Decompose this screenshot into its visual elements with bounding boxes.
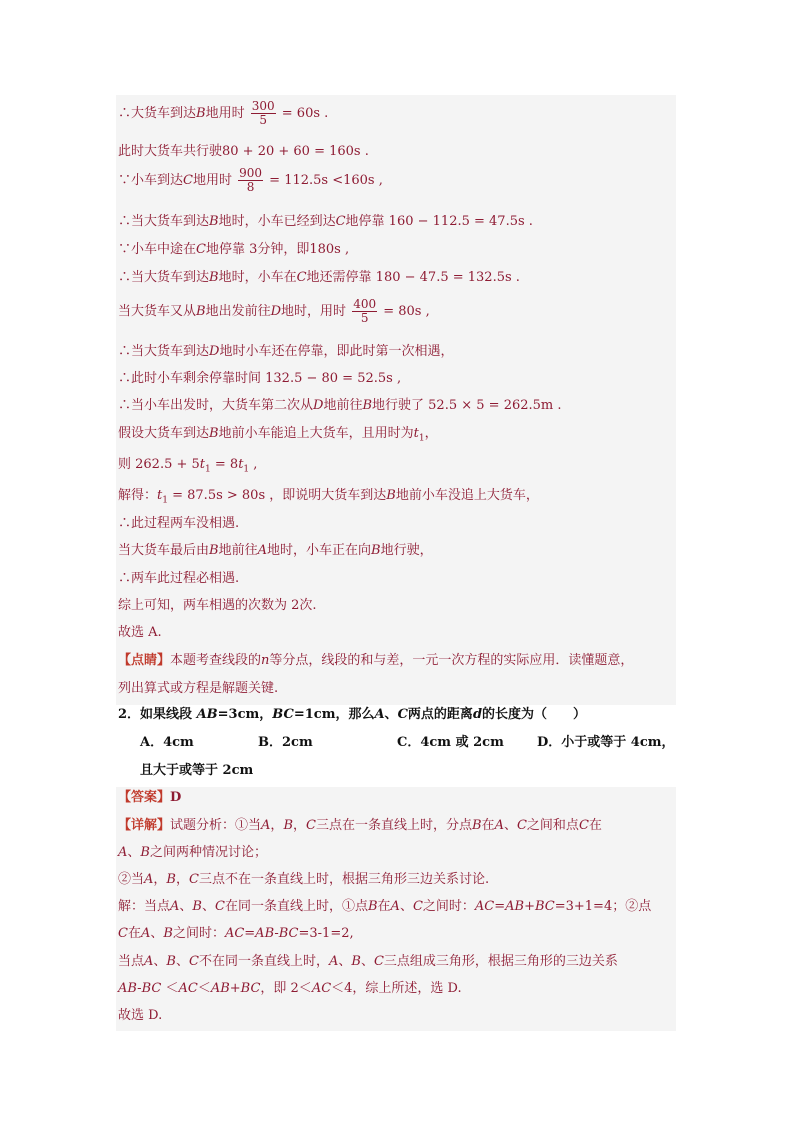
detail-line-3: ②当A，B，C三点不在一条直线上时，根据三角形三边关系讨论. — [118, 872, 490, 887]
fraction-400-5: $\frac{400}{5}$ — [353, 297, 377, 325]
detail-line-6: 当点A、B、C不在同一条直线上时，A、B、C三点组成三角形，根据三角形的三边关系 — [118, 954, 618, 969]
solution-line-8: ∴当大货车到达D地时小车还在停靠，即此时第一次相遇， — [118, 344, 454, 359]
solution-line-9: ∴此时小车剩余停靠时间 132.5 − 80 = 52.5s , — [118, 371, 402, 386]
solution-line-7: 当大货车又从B地出发前往D地时，用时 $\frac{400}{5}$ = 80s , — [118, 297, 430, 325]
solution-line-13: 解得：$t_1 = 87.5s > 80s$ ，即说明大货车到达B地前小车没追上大货车， — [118, 488, 539, 506]
detail-line-4: 解：当点A、B、C在同一条直线上时，①点B在A、C之间时：AC=AB+BC=3+1=4；②点 — [118, 899, 652, 914]
solution-line-3: ∵小车到达C地用时 $\frac{900}{8}$ = 112.5s <160s , — [118, 166, 383, 194]
detail-line-7: AB-BC ＜AC＜AB+BC，即 2＜AC＜4，综上所述，选 D. — [118, 981, 462, 996]
solution-line-12: 则 $262.5 + 5t_1 = 8t_1$ , — [118, 457, 258, 475]
detail-tag: 【详解】 — [118, 818, 171, 833]
solution-line-15: 当大货车最后由B地前往A地时，小车正在向B地行驶， — [118, 543, 433, 558]
detail-line-8: 故选 D. — [118, 1008, 163, 1023]
detail-line-1: 【详解】试题分析：①当A，B，C三点在一条直线上时，分点B在A、C之间和点C在 — [118, 818, 602, 833]
solution-line-4: ∴当大货车到达B地时，小车已经到达C地停靠 160 − 112.5 = 47.5s . — [118, 214, 533, 229]
solution-line-16: ∴两车此过程必相遇. — [118, 571, 240, 586]
fraction-900-8: $\frac{900}{8}$ — [239, 166, 263, 194]
detail-line-5: C在A、B之间时：AC=AB-BC=3-1=2, — [118, 926, 354, 941]
question-2-option-b: B．2cm — [258, 735, 313, 750]
solution-line-18: 故选 A. — [118, 625, 162, 640]
solution-line-2: 此时大货车共行驶80 + 20 + 60 = 160s . — [118, 144, 369, 159]
question-2-option-d: D．小于或等于 4cm， — [537, 735, 675, 750]
question-2-option-c: C．4cm 或 2cm — [397, 735, 504, 750]
dianjing-tag: 【点睛】 — [118, 653, 171, 668]
solution-line-6: ∴当大货车到达B地时，小车在C地还需停靠 180 − 47.5 = 132.5s . — [118, 270, 520, 285]
solution-line-20: 列出算式或方程是解题关键. — [118, 681, 279, 696]
solution-line-5: ∵小车中途在C地停靠 3分钟，即180s , — [118, 242, 350, 257]
solution-line-19: 【点睛】本题考查线段的n等分点，线段的和与差，一元一次方程的实际应用．读懂题意， — [118, 653, 634, 668]
solution-line-10: ∴当小车出发时，大货车第二次从D地前往B地行驶了 52.5 × 5 = 262.5m . — [118, 398, 562, 413]
question-2-option-a: A．4cm — [140, 735, 194, 750]
solution-line-11: 假设大货车到达B地前小车能追上大货车，且用时为$t_1$， — [118, 426, 438, 444]
fraction-300-5: $\frac{300}{5}$ — [251, 99, 275, 127]
question-2-option-d-cont: 且大于或等于 2cm — [140, 763, 254, 778]
answer-line: 【答案】D — [118, 790, 182, 805]
answer-tag: 【答案】 — [118, 790, 171, 805]
solution-line-1: ∴大货车到达B地用时 $\frac{300}{5}$ = 60s . — [118, 99, 329, 127]
detail-line-2: A、B之间两种情况讨论； — [118, 845, 267, 860]
question-2-stem: 2．如果线段 AB=3cm，BC=1cm，那么A、C两点的距离d的长度为（ ） — [118, 707, 587, 722]
solution-line-17: 综上可知，两车相遇的次数为 2次. — [118, 598, 317, 613]
solution-line-14: ∴此过程两车没相遇. — [118, 516, 240, 531]
